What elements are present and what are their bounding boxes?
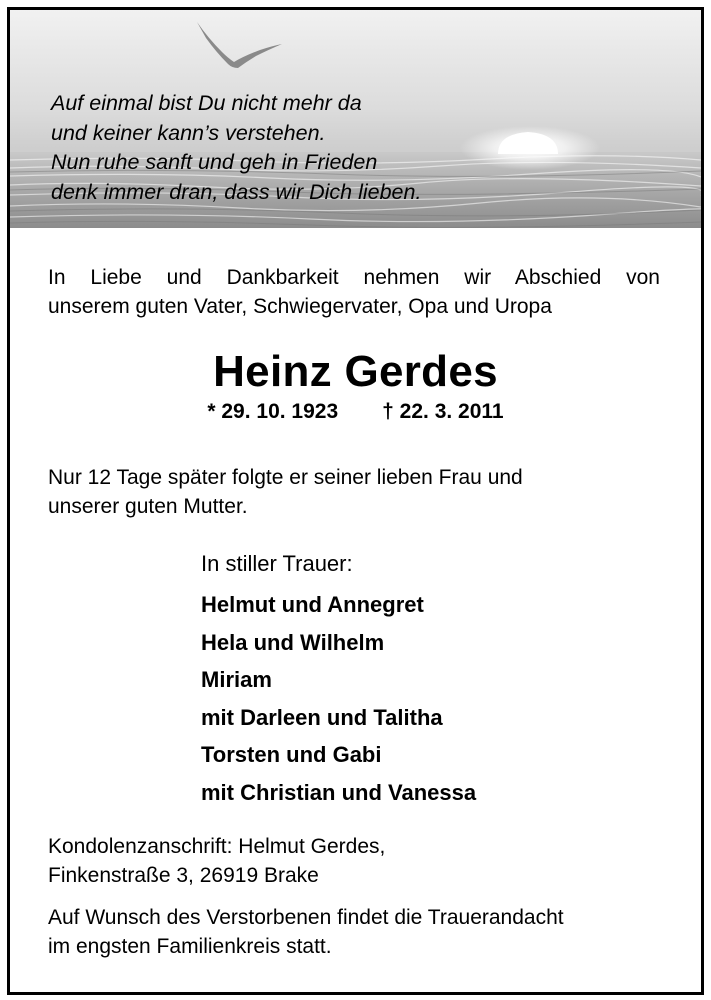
death-date: † 22. 3. 2011 — [382, 400, 504, 423]
poem — [51, 89, 421, 207]
farewell-intro — [48, 263, 660, 321]
mourner-name: Helmut und Annegret — [201, 592, 424, 617]
address-line: Finkenstraße 3, 26919 Brake — [48, 864, 319, 887]
poem-line: und keiner kann’s verstehen. — [51, 120, 326, 145]
mourner-name: mit Darleen und Talitha — [201, 704, 443, 730]
closing-note — [48, 903, 660, 961]
closing-line: im engsten Familienkreis statt. — [48, 935, 332, 958]
mourner-name: Miriam — [201, 667, 272, 692]
closing-line: Auf Wunsch des Verstorbenen findet die Trauerandacht — [48, 906, 564, 929]
poem-line: denk immer dran, dass wir Dich lieben. — [51, 179, 422, 204]
poem-line: Auf einmal bist Du nicht mehr da — [51, 91, 362, 115]
mourner-name: Torsten und Gabi — [201, 742, 382, 767]
condolence-address — [48, 832, 660, 890]
poem-line: Nun ruhe sanft und geh in Frieden — [51, 150, 378, 174]
mourner-name: Hela und Wilhelm — [201, 629, 385, 655]
intro-line: In Liebe und Dankbarkeit nehmen wir Abschied von — [48, 266, 660, 289]
address-line: Kondolenzanschrift: Helmut Gerdes, — [48, 835, 386, 858]
note-paragraph — [48, 463, 660, 521]
life-dates — [10, 398, 701, 426]
mourning-label: In stiller Trauer: — [201, 551, 353, 576]
deceased-name: Heinz Gerdes — [213, 347, 498, 396]
mourner-name: mit Christian und Vanessa — [201, 779, 477, 805]
note-line: Nur 12 Tage später folgte er seiner lieben Frau und — [48, 466, 523, 489]
note-line: unserer guten Mutter. — [48, 495, 248, 518]
obituary-notice — [7, 7, 704, 995]
sea-sunset-image — [10, 10, 701, 228]
intro-line: unserem guten Vater, Schwiegervater, Opa und Uropa — [48, 295, 552, 318]
mourners-list — [201, 546, 476, 811]
birth-date: * 29. 10. 1923 — [207, 400, 339, 423]
